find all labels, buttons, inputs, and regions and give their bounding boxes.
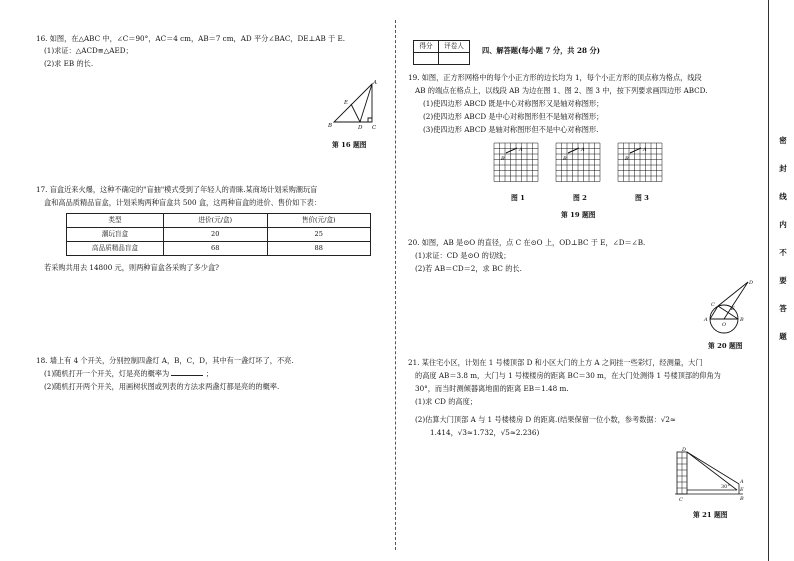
grid-figure-2 (555, 142, 603, 190)
q21-stem-line2: 的高度 AB＝3.8 m，大门与 1 号楼楼房的距离 BC＝30 m，在大门处测得 1 号楼顶部的仰角为 (415, 371, 721, 380)
label-b: B (501, 156, 505, 162)
q16-part2: (2)求 EB 的长. (44, 59, 94, 68)
margin-char: 不 (779, 248, 787, 257)
margin-char: 题 (779, 332, 787, 341)
score-cell[interactable] (414, 53, 439, 65)
q17-stem-line2: 盒和高品质精品盲盒，计划采购两种盲盒共 500 盒，这两种盲盒的进价、售价如下表： (44, 198, 322, 207)
label-c: C (711, 302, 715, 308)
q18-part1-end: ； (205, 369, 213, 378)
q20-part2: (2)若 AB＝CD＝2，求 BC 的长. (415, 264, 522, 273)
q21-part2-line1: (2)估算大门顶部 A 与 1 号楼楼房 D 的距离.(结果保留一位小数，参考数据：√2≈ (415, 415, 676, 424)
label-a: A (581, 147, 585, 153)
q16-part1: (1)求证：△ACD≌△AED； (44, 46, 133, 55)
table-header-row (67, 214, 371, 228)
table-row (67, 242, 371, 256)
score-box (413, 40, 470, 65)
label-e: E (344, 100, 349, 106)
q21-stem-line1: 21. 某住宅小区，计划在 1 号楼顶部 D 和小区大门的上方 A 之间挂一些彩灯，经测量，大门 (408, 358, 703, 367)
margin-char: 内 (779, 220, 787, 229)
q21-stem-line3: 30°，而当时测倾器离地面的距离 EB＝1.48 m. (415, 384, 569, 393)
label-a: A (704, 317, 708, 323)
margin-char: 要 (779, 276, 787, 285)
table-header: 类型 (67, 214, 164, 228)
label-a: A (519, 147, 523, 153)
label-e: E (740, 487, 744, 493)
angle-label: 30° (721, 484, 730, 490)
segment-de (351, 104, 360, 122)
q19-stem-line2: AB 的端点在格点上，以线段 AB 为边在图 1、图 2、图 3 中，按下列要求画四边形 ABCD. (415, 86, 708, 95)
column-divider (395, 20, 396, 550)
grader-cell[interactable] (439, 53, 470, 65)
table-cell: 潮玩盲盒 (67, 228, 164, 242)
q18-stem: 18. 墙上有 4 个开关，分别控制四盏灯 A，B，C，D，其中有一盏灯坏了，不亮. (36, 356, 294, 365)
q17-question: 若采购共用去 14800 元，则两种盲盒各采购了多少盒? (44, 263, 220, 272)
table-cell: 68 (164, 242, 268, 256)
fig2-label: 图 2 (573, 194, 587, 202)
margin-char: 线 (779, 192, 787, 201)
label-e: E (731, 306, 735, 312)
q17-price-table (66, 213, 371, 256)
segment-od (724, 282, 748, 319)
label-b: B (740, 317, 744, 323)
q16-figure (322, 78, 382, 134)
table-header: 售价(元/盒) (267, 214, 371, 228)
table-cell: 88 (267, 242, 371, 256)
q17-stem-line1: 17. 盲盒近来火爆，这种不确定的"盲抽"模式受到了年轻人的青睐.某商场计划采购潮玩盲 (36, 185, 318, 194)
tangent-cd (718, 282, 748, 306)
label-c: C (679, 497, 683, 503)
label-c: C (372, 125, 377, 131)
q19-part1: (1)使四边形 ABCD 既是中心对称图形又是轴对称图形； (423, 99, 604, 108)
grid-figure-1 (493, 142, 541, 190)
q19-stem-line1: 19. 如图，正方形网格中的每个小正方形的边长均为 1，每个小正方形的顶点称为格点，线段 (408, 73, 702, 82)
score-label: 得分 (414, 41, 439, 53)
q18-part1 (44, 368, 213, 379)
margin-char: 封 (779, 164, 787, 173)
margin-char: 答 (779, 304, 787, 313)
label-b: B (625, 156, 629, 162)
label-d: D (749, 280, 754, 286)
q16-stem: 16. 如图，在△ABC 中，∠C＝90°，AC＝4 cm，AB＝7 cm，AD 平分∠BAC，DE⊥AB 于 E. (36, 34, 346, 43)
label-a: A (643, 147, 647, 153)
q20-part1: (1)求证：CD 是⊙O 的切线； (415, 251, 511, 260)
q21-caption: 第 21 题图 (693, 511, 728, 519)
label-o: O (722, 322, 727, 328)
q20-caption: 第 20 题图 (708, 342, 743, 350)
q19-caption: 第 19 题图 (561, 211, 596, 219)
grid-figure-3 (617, 142, 665, 190)
label-b: B (328, 123, 333, 129)
table-row (67, 228, 371, 242)
answer-blank[interactable] (171, 368, 203, 376)
q20-stem: 20. 如图，AB 是⊙O 的直径，点 C 在⊙O 上，OD⊥BC 于 E，∠D＝∠B. (408, 238, 646, 247)
label-a: A (740, 479, 744, 485)
chord-bc (718, 306, 738, 319)
binding-line (768, 0, 769, 561)
q18-part1-text: (1)随机打开一个开关，灯是亮的概率为 (44, 369, 170, 378)
q21-figure (673, 444, 748, 506)
table-cell: 25 (267, 228, 371, 242)
sealing-line-text (776, 135, 790, 359)
table-header: 进价(元/盒) (164, 214, 268, 228)
q19-part2: (2)使四边形 ABCD 是中心对称图形但不是轴对称图形； (423, 112, 604, 121)
q16-caption: 第 16 题图 (332, 141, 367, 149)
q20-figure (700, 276, 760, 336)
label-b: B (740, 496, 744, 502)
label-d: D (682, 447, 687, 453)
label-a: A (373, 80, 377, 86)
table-cell: 高品质精品盲盒 (67, 242, 164, 256)
label-d: D (358, 125, 363, 131)
segment-da (687, 452, 739, 484)
label-b: B (563, 156, 567, 162)
right-angle-mark (368, 118, 372, 122)
q21-part1: (1)求 CD 的高度； (415, 397, 477, 406)
q18-part2: (2)随机打开两个开关，用画树状图或列表的方法求两盏灯都是亮的的概率. (44, 382, 280, 391)
table-cell: 20 (164, 228, 268, 242)
q21-part2-line2: 1.414，√3≈1.732，√5≈2.236) (430, 428, 540, 437)
section-title: 四、解答题(每小题 7 分，共 28 分) (482, 46, 601, 55)
fig1-label: 图 1 (511, 194, 525, 202)
fig3-label: 图 3 (635, 194, 649, 202)
margin-char: 密 (779, 136, 787, 145)
grader-label: 评卷人 (439, 41, 470, 53)
q19-part3: (3)使四边形 ABCD 是轴对称图形但不是中心对称图形. (423, 125, 599, 134)
